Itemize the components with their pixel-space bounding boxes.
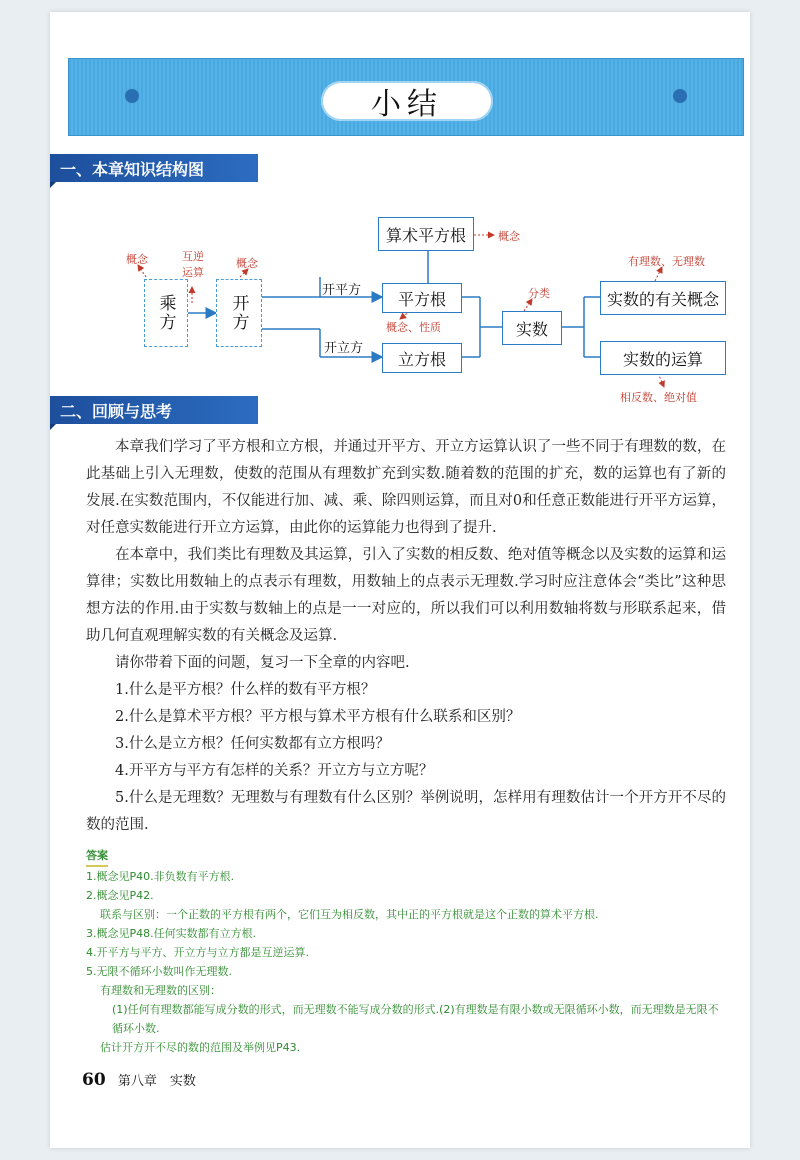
- question-1: 1.什么是平方根？什么样的数有平方根？: [115, 682, 376, 698]
- answer-4: 4.开平方与平方、开立方与立方都是互逆运算.: [86, 946, 309, 959]
- page-footer: [82, 1070, 196, 1090]
- note-concept-arith: 概念: [498, 230, 520, 243]
- chapter-title: 第八章 实数: [117, 1074, 196, 1089]
- answer-3: 3.概念见P48.任何实数都有立方根.: [86, 927, 257, 940]
- note-concept-property: 概念、性质: [386, 321, 441, 334]
- note-rational-irrational: 有理数、无理数: [628, 255, 705, 268]
- answer-2-detail: 联系与区别：一个正数的平方根有两个，它们互为相反数，其中正的平方根就是这个正数的算术平方根.: [100, 908, 599, 921]
- answer-5: 5.无限不循环小数叫作无理数.: [86, 965, 232, 978]
- textbook-page: [50, 12, 750, 1148]
- banner-dot-right: [673, 89, 687, 103]
- node-root-extraction: 开方: [216, 279, 262, 347]
- answer-notes: [86, 846, 726, 1057]
- page-title: 小结: [321, 81, 493, 121]
- note-classification: 分类: [528, 287, 550, 300]
- question-3: 3.什么是立方根？任何实数都有立方根吗？: [115, 736, 390, 752]
- knowledge-structure-diagram: [110, 207, 730, 407]
- question-2: 2.什么是算术平方根？平方根与算术平方根有什么联系和区别？: [115, 709, 521, 725]
- note-opposite-absolute: 相反数、绝对值: [620, 391, 697, 404]
- note-concept-power: 概念: [126, 253, 148, 266]
- node-arithmetic-square-root: 算术平方根: [378, 217, 474, 251]
- label-cube-root-op: 开立方: [324, 341, 364, 356]
- node-square-root: 平方根: [382, 283, 462, 313]
- section-header-review: 二、回顾与思考: [50, 396, 258, 424]
- answers-title: 答案: [86, 846, 108, 867]
- paragraph-1: 本章我们学习了平方根和立方根，并通过开平方、开立方运算认识了一些不同于有理数的数，在此基础上引入无理数，使数的范围从有理数扩充到实数.随着数的范围的扩充，数的运算也有了新的发展.在实数范围内，不仅能进行加、减、乘、除四则运算，而且对0和任意正数能进行开平方运算，对任意实数能进行开立方运算，由此你的运算能力也得到了提升.: [86, 439, 726, 536]
- node-power: 乘方: [144, 279, 188, 347]
- answer-5-diff-title: 有理数和无理数的区别：: [100, 984, 221, 997]
- paragraph-3: 请你带着下面的问题，复习一下全章的内容吧.: [115, 655, 410, 671]
- review-text: [86, 434, 726, 839]
- title-banner: [68, 58, 744, 136]
- node-real-concepts: 实数的有关概念: [600, 281, 726, 315]
- answer-2: 2.概念见P42.: [86, 889, 154, 902]
- question-4: 4.开平方与平方有怎样的关系？开立方与立方呢？: [115, 763, 434, 779]
- note-inverse-operation: 互逆运算: [182, 250, 204, 279]
- answer-5-diff-detail: (1)任何有理数都能写成分数的形式，而无理数不能写成分数的形式.(2)有理数是有限小数或无限循环小数，而无理数是无限不循环小数.: [112, 1003, 719, 1035]
- node-real-number: 实数: [502, 311, 562, 345]
- banner-dot-left: [125, 89, 139, 103]
- label-square-root-op: 开平方: [322, 283, 362, 298]
- paragraph-2: 在本章中，我们类比有理数及其运算，引入了实数的相反数、绝对值等概念以及实数的运算和运算律；实数比用数轴上的点表示有理数，用数轴上的点表示无理数.学习时应注意体会“类比”这种思想方法的作用.由于实数与数轴上的点是一一对应的，所以我们可以利用数轴将数与形联系起来，借助几何直观理解实数的有关概念及运算.: [86, 547, 726, 644]
- node-cube-root: 立方根: [382, 343, 462, 373]
- answer-1: 1.概念见P40.非负数有平方根.: [86, 870, 235, 883]
- note-concept-root: 概念: [236, 257, 258, 270]
- node-real-operations: 实数的运算: [600, 341, 726, 375]
- answer-5-estimate: 估计开方开不尽的数的范围及举例见P43.: [100, 1041, 301, 1054]
- question-5: 5.什么是无理数？无理数与有理数有什么区别？举例说明，怎样用有理数估计一个开方开不尽的数的范围.: [86, 790, 726, 833]
- page-number: 60: [82, 1070, 106, 1090]
- section-header-structure: 一、本章知识结构图: [50, 154, 258, 182]
